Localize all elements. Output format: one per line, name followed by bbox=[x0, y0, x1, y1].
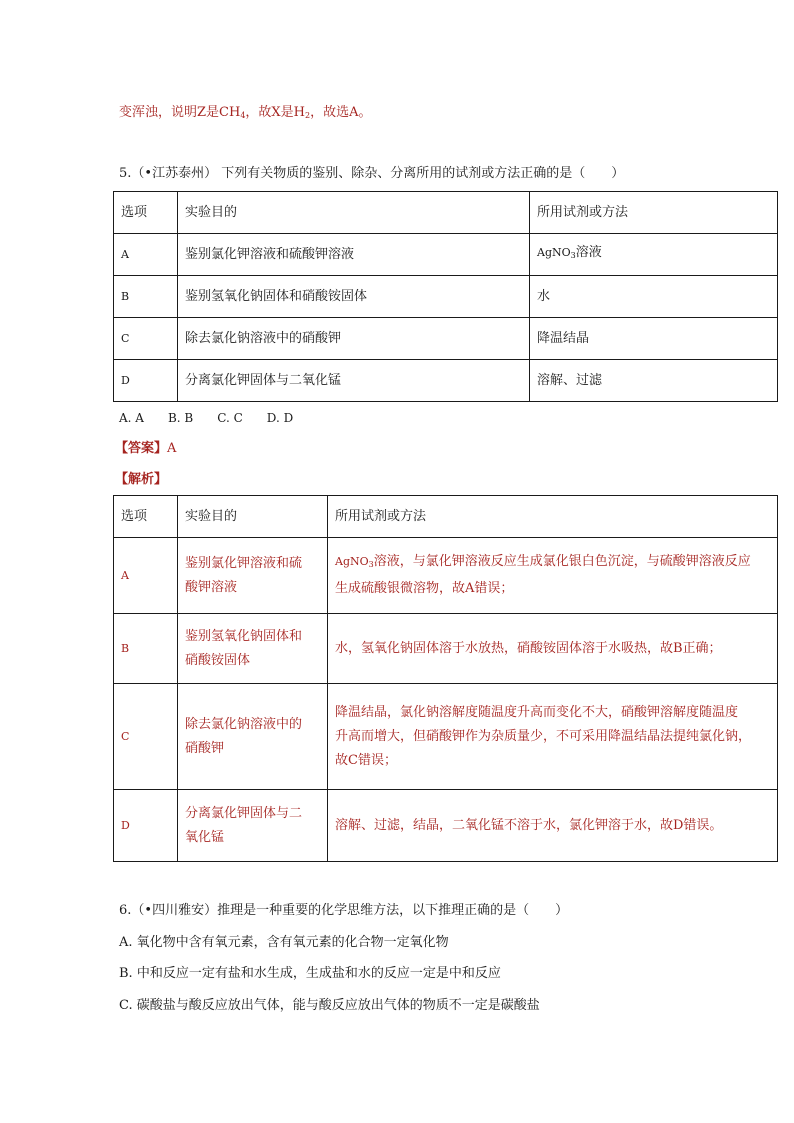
row-method: 降温结晶 bbox=[530, 318, 778, 360]
row-purpose: 除去氯化钠溶液中的 硝酸钾 bbox=[178, 684, 328, 790]
row-purpose: 分离氯化钾固体与二 氧化锰 bbox=[178, 790, 328, 862]
answer-label: 【答案】 bbox=[115, 441, 168, 456]
table-row bbox=[114, 790, 778, 862]
analysis-label: 【解析】 bbox=[115, 472, 168, 487]
header-option: 选项 bbox=[114, 192, 178, 234]
header-purpose: 实验目的 bbox=[178, 496, 328, 538]
row-method: 溶解、过滤，结晶，二氧化锰不溶于水，氯化钾溶于水，故D错误。 bbox=[328, 790, 778, 862]
row-option: A bbox=[114, 538, 178, 614]
table-row bbox=[114, 614, 778, 684]
header-option: 选项 bbox=[114, 496, 178, 538]
question-6-option-c: C. 碳酸盐与酸反应放出气体，能与酸反应放出气体的物质不一定是碳酸盐 bbox=[119, 998, 540, 1013]
row-purpose: 分离氯化钾固体与二氧化锰 bbox=[178, 360, 530, 402]
header-method: 所用试剂或方法 bbox=[328, 496, 778, 538]
row-option: A bbox=[114, 234, 178, 276]
table-row bbox=[114, 276, 778, 318]
table-row bbox=[114, 360, 778, 402]
row-method: AgNO$_3$溶液 bbox=[530, 234, 778, 276]
analysis-table bbox=[113, 495, 778, 862]
table-row bbox=[114, 234, 778, 276]
question-6-option-b: B. 中和反应一定有盐和水生成，生成盐和水的反应一定是中和反应 bbox=[119, 966, 501, 981]
row-purpose: 鉴别氢氧化钠固体和 硝酸铵固体 bbox=[178, 614, 328, 684]
question-6-stem: 6.（•四川雅安）推理是一种重要的化学思维方法，以下推理正确的是（ ） bbox=[119, 903, 569, 918]
row-method: 降温结晶，氯化钠溶解度随温度升高而变化不大，硝酸钾溶解度随温度 升高而增大，但硝酸钾作为杂质量少，不可采用降温结晶法提纯氯化钠， 故C错误； bbox=[328, 684, 778, 790]
question-5-choices: A. A B. B C. C D. D bbox=[119, 411, 294, 425]
row-method: 水 bbox=[530, 276, 778, 318]
previous-analysis-conclusion: 变浑浊，说明Z是$CH_4$，故X是$H_2$，故选A。 bbox=[119, 105, 372, 120]
row-option: C bbox=[114, 684, 178, 790]
row-purpose: 除去氯化钠溶液中的硝酸钾 bbox=[178, 318, 530, 360]
header-purpose: 实验目的 bbox=[178, 192, 530, 234]
table-row bbox=[114, 318, 778, 360]
row-option: D bbox=[114, 360, 178, 402]
question-5-table bbox=[113, 191, 778, 402]
row-method: 溶解、过滤 bbox=[530, 360, 778, 402]
row-method: AgNO$_3$溶液，与氯化钾溶液反应生成氯化银白色沉淀，与硫酸钾溶液反应 生成硫酸银微溶物，故A错误； bbox=[328, 538, 778, 614]
answer-line bbox=[115, 439, 176, 459]
row-option: B bbox=[114, 614, 178, 684]
row-option: B bbox=[114, 276, 178, 318]
row-purpose: 鉴别氯化钾溶液和硫酸钾溶液 bbox=[178, 234, 530, 276]
question-5-stem: 5.（•江苏泰州） 下列有关物质的鉴别、除杂、分离所用的试剂或方法正确的是（ ） bbox=[119, 166, 625, 181]
row-option: D bbox=[114, 790, 178, 862]
row-purpose: 鉴别氯化钾溶液和硫 酸钾溶液 bbox=[178, 538, 328, 614]
header-method: 所用试剂或方法 bbox=[530, 192, 778, 234]
table-header-row bbox=[114, 496, 778, 538]
table-row bbox=[114, 538, 778, 614]
row-option: C bbox=[114, 318, 178, 360]
table-row bbox=[114, 684, 778, 790]
table-header-row bbox=[114, 192, 778, 234]
row-purpose: 鉴别氢氧化钠固体和硝酸铵固体 bbox=[178, 276, 530, 318]
question-6-option-a: A. 氧化物中含有氧元素，含有氧元素的化合物一定氧化物 bbox=[119, 935, 449, 950]
answer-value: A bbox=[167, 441, 177, 456]
row-method: 水，氢氧化钠固体溶于水放热，硝酸铵固体溶于水吸热，故B正确； bbox=[328, 614, 778, 684]
